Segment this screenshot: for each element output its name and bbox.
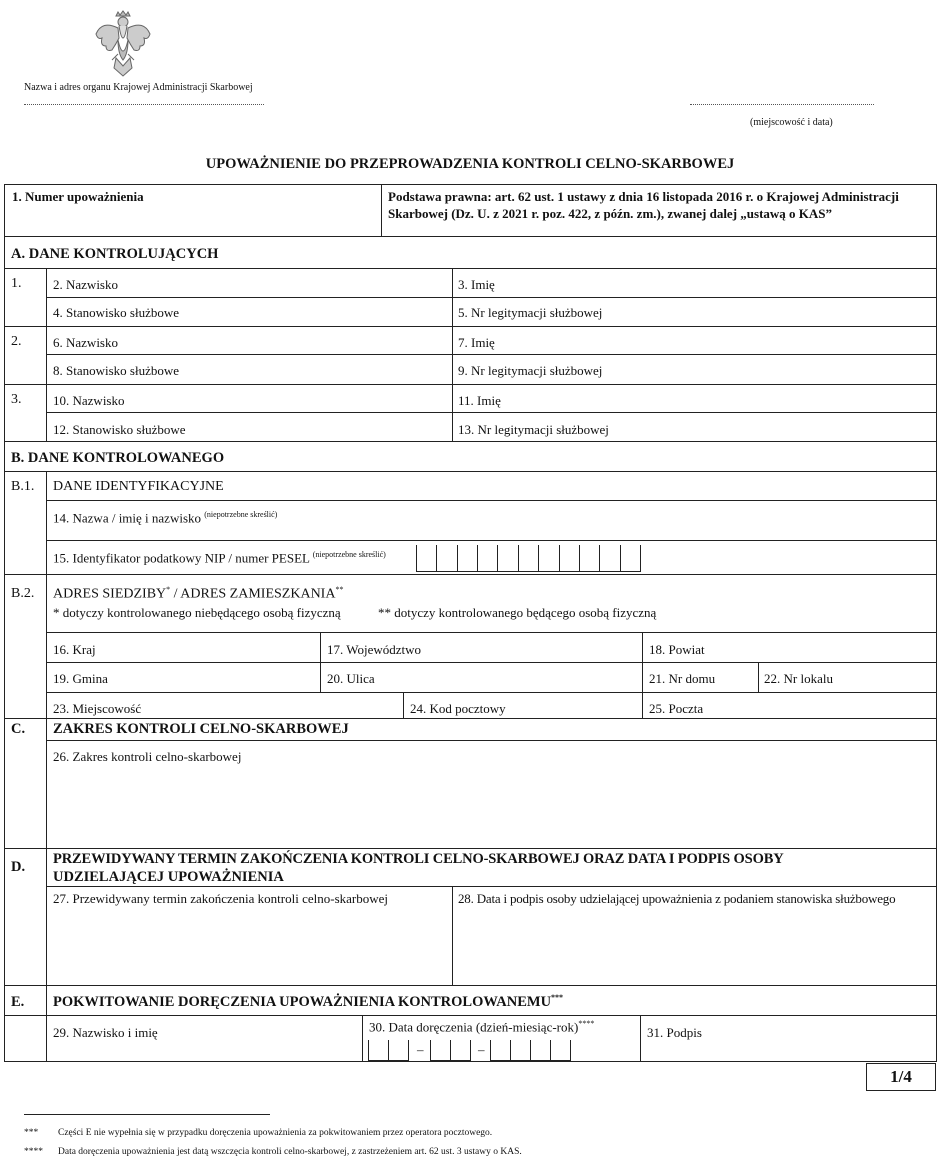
field-11-first-name[interactable]: 11. Imię: [458, 393, 501, 408]
legal-basis-line1: Podstawa prawna: art. 62 ust. 1 ustawy z dnia 16 listopada 2016 r. o Krajowej Administracji: [388, 189, 899, 204]
field-2-surname[interactable]: 2. Nazwisko: [53, 277, 118, 292]
field-9-id-number[interactable]: 9. Nr legitymacji służbowej: [458, 363, 603, 378]
section-b2-number: B.2.: [11, 586, 35, 601]
section-b1-number: B.1.: [11, 479, 35, 494]
field-30-delivery-date[interactable]: 30. Data doręczenia (dzień-miesiąc-rok)****: [369, 1019, 595, 1035]
field-28-date-signature[interactable]: 28. Data i podpis osoby udzielającej upoważnienia z podaniem stanowiska służbowego: [458, 891, 896, 906]
b2-note-natural-person: ** dotyczy kontrolowanego będącego osobą fizyczną: [378, 605, 657, 620]
footnote-4-mark: ****: [24, 1147, 43, 1157]
field-25-post-office[interactable]: 25. Poczta: [649, 701, 704, 716]
section-b-title: B. DANE KONTROLOWANEGO: [11, 450, 225, 466]
field-13-id-number[interactable]: 13. Nr legitymacji służbowej: [458, 422, 609, 437]
section-d-title-line1: PRZEWIDYWANY TERMIN ZAKOŃCZENIA KONTROLI CELNO-SKARBOWEJ ORAZ DATA I PODPIS OSOBY: [53, 851, 784, 867]
place-date-line[interactable]: [690, 98, 874, 105]
field-5-id-number[interactable]: 5. Nr legitymacji służbowej: [458, 305, 603, 320]
section-e-title: POKWITOWANIE DORĘCZENIA UPOWAŻNIENIA KONTROLOWANEMU***: [53, 993, 564, 1010]
field-12-position[interactable]: 12. Stanowisko służbowe: [53, 422, 186, 437]
section-e-number: E.: [11, 994, 25, 1010]
field-15-tax-id[interactable]: 15. Identyfikator podatkowy NIP / numer PESEL $^{(niepotrzebne skreślić)}$: [53, 550, 386, 566]
field-14-name[interactable]: 14. Nazwa / imię i nazwisko $^{(niepotrzebne skreślić)}$: [53, 510, 278, 526]
field-16-country[interactable]: 16. Kraj: [53, 642, 96, 657]
section-c-title: ZAKRES KONTROLI CELNO-SKARBOWEJ: [53, 721, 349, 737]
field-17-voivodeship[interactable]: 17. Województwo: [327, 642, 422, 657]
field-19-commune[interactable]: 19. Gmina: [53, 671, 108, 686]
delivery-year-boxes[interactable]: [490, 1040, 571, 1061]
section-b1-title: DANE IDENTYFIKACYJNE: [53, 479, 224, 494]
inspector-1-number: 1.: [11, 276, 22, 291]
b2-note-legal-entity: * dotyczy kontrolowanego niebędącego osobą fizyczną: [53, 605, 341, 620]
section-b2-title: ADRES SIEDZIBY* / ADRES ZAMIESZKANIA**: [53, 585, 344, 602]
inspector-3-number: 3.: [11, 392, 22, 407]
section-d-number: D.: [11, 859, 26, 875]
field-31-signature[interactable]: 31. Podpis: [647, 1025, 702, 1040]
field-4-position[interactable]: 4. Stanowisko służbowe: [53, 305, 180, 320]
field-7-first-name[interactable]: 7. Imię: [458, 335, 495, 350]
field-20-street[interactable]: 20. Ulica: [327, 671, 375, 686]
field-6-surname[interactable]: 6. Nazwisko: [53, 335, 118, 350]
footnote-separator: [24, 1114, 270, 1115]
tax-id-digit-boxes[interactable]: [416, 545, 641, 572]
polish-eagle-emblem: [92, 10, 154, 80]
field-10-surname[interactable]: 10. Nazwisko: [53, 393, 125, 408]
field-22-apartment-number[interactable]: 22. Nr lokalu: [764, 671, 833, 686]
date-separator-1: –: [417, 1042, 424, 1057]
organ-name-line[interactable]: [24, 98, 264, 105]
field-27-end-date[interactable]: 27. Przewidywany termin zakończenia kontroli celno-skarbowej: [53, 891, 388, 906]
footnote-3-text: Części E nie wypełnia się w przypadku doręczenia upoważnienia za pokwitowaniem przez operatora pocztowego.: [58, 1128, 493, 1138]
field-24-postal-code[interactable]: 24. Kod pocztowy: [410, 701, 506, 716]
place-date-label: (miejscowość i data): [750, 117, 833, 128]
field-8-position[interactable]: 8. Stanowisko służbowe: [53, 363, 180, 378]
footnote-4-text: Data doręczenia upoważnienia jest datą wszczęcia kontroli celno-skarbowej, z zastrzeżeniem art. 62 ust. 3 ustawy o KAS.: [58, 1147, 522, 1157]
section-d-title-line2: UDZIELAJĄCEJ UPOWAŻNIENIA: [53, 869, 284, 885]
section-a-title: A. DANE KONTROLUJĄCYCH: [11, 246, 219, 262]
field-21-house-number[interactable]: 21. Nr domu: [649, 671, 716, 686]
page-number: 1/4: [866, 1063, 936, 1091]
legal-basis-line2: Skarbowej (Dz. U. z 2021 r. poz. 422, z późn. zm.), zwanej dalej „ustawą o KAS”: [388, 206, 833, 221]
field-26-scope[interactable]: 26. Zakres kontroli celno-skarbowej: [53, 749, 242, 764]
delivery-month-boxes[interactable]: [430, 1040, 471, 1061]
field-23-town[interactable]: 23. Miejscowość: [53, 701, 142, 716]
organ-name-label: Nazwa i adres organu Krajowej Administracji Skarbowej: [24, 82, 253, 93]
delivery-day-boxes[interactable]: [368, 1040, 409, 1061]
authorization-number-label: 1. Numer upoważnienia: [12, 189, 144, 204]
section-c-number: C.: [11, 721, 26, 737]
field-29-name[interactable]: 29. Nazwisko i imię: [53, 1025, 158, 1040]
field-3-first-name[interactable]: 3. Imię: [458, 277, 495, 292]
document-title: UPOWAŻNIENIE DO PRZEPROWADZENIA KONTROLI CELNO-SKARBOWEJ: [205, 156, 735, 172]
footnote-3-mark: ***: [24, 1128, 39, 1138]
inspector-2-number: 2.: [11, 334, 22, 349]
field-18-county[interactable]: 18. Powiat: [649, 642, 705, 657]
date-separator-2: –: [478, 1042, 485, 1057]
